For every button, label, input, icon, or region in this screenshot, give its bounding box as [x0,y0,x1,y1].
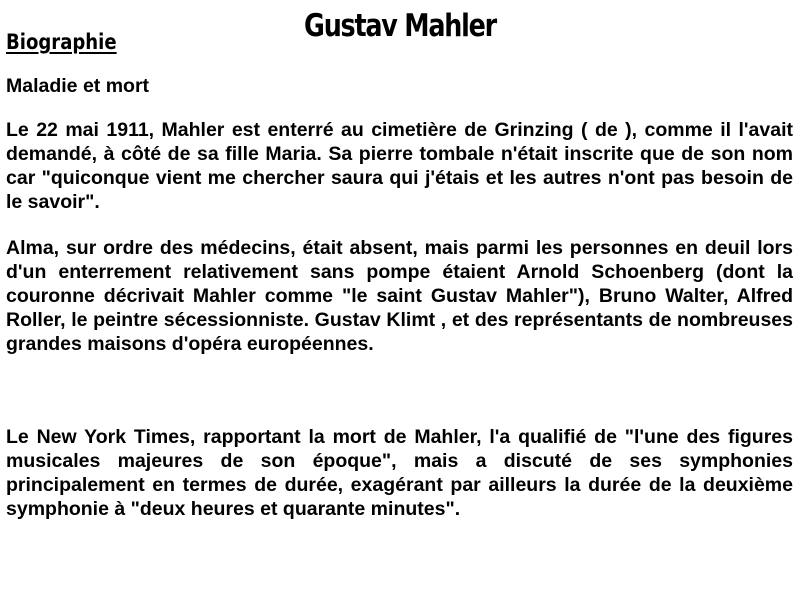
paragraph-burial: Le 22 mai 1911, Mahler est enterré au cimetière de Grinzing ( de ), comme il l'avait demandé, à côté de sa fille Maria. Sa pierre tombale n'était inscrite que de son nom car "quiconque vient me chercher saura qui j'étais et les autres n'ont pas besoin de le savoir". [6,119,793,213]
subheading: Maladie et mort [6,75,150,97]
paragraph-new-york-times: Le New York Times, rapportant la mort de Mahler, l'a qualifié de "l'une des figures musicales majeures de son époque", mais a discuté de ses symphonies principalement en termes de durée, exagérant par ailleurs la durée de la deuxième symphonie à "deux heures et quarante minutes". [6,426,793,520]
page-title: Gustav Mahler [304,8,496,44]
paragraph-mourners: Alma, sur ordre des médecins, était absent, mais parmi les personnes en deuil lors d'un enterrement relativement sans pompe étaient Arnold Schoenberg (dont la couronne décrivait Mahler comme "le saint Gustav Mahler"), Bruno Walter, Alfred Roller, le peintre sécessionniste. Gustav Klimt , et des représentants de nombreuses grandes maisons d'opéra européennes. [6,237,793,355]
section-label: Biographie [6,30,117,54]
